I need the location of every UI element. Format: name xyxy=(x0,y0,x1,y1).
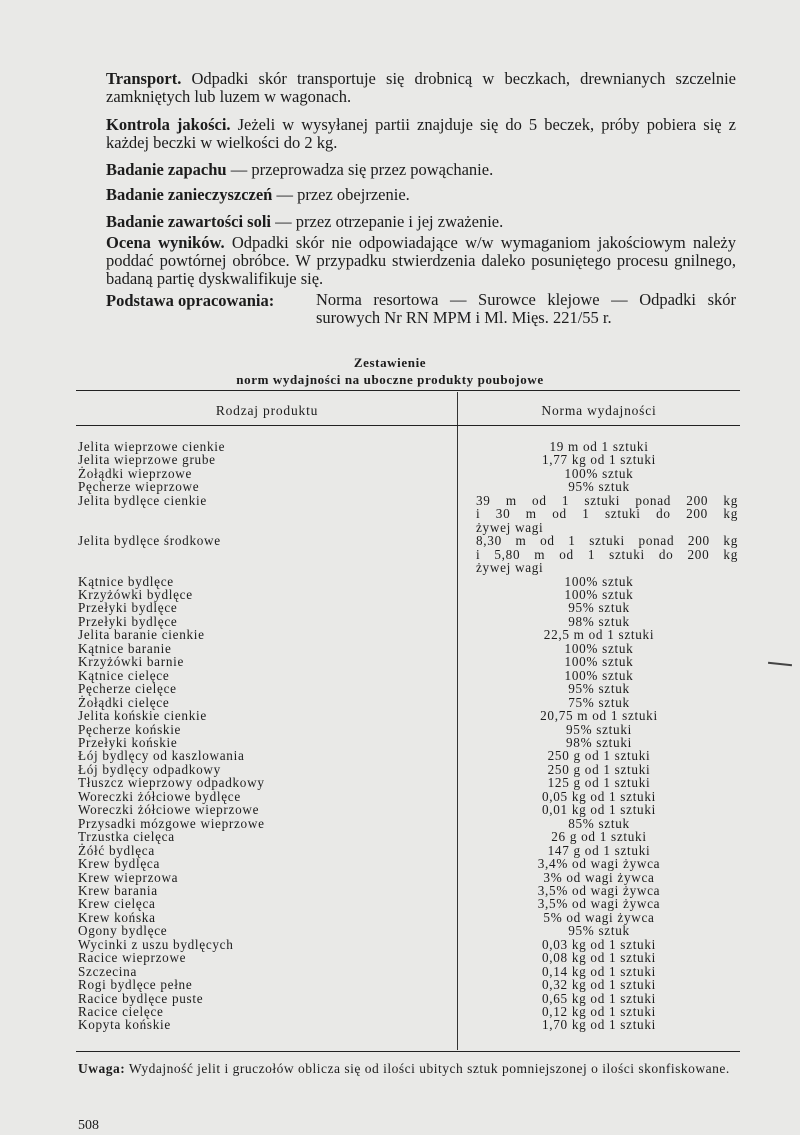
table-header-rule xyxy=(76,425,740,426)
note xyxy=(78,1060,738,1078)
product-cell: Krew cielęca xyxy=(78,896,156,912)
table-row xyxy=(78,776,740,789)
norm-cell: 0,01 kg od 1 sztuki xyxy=(541,802,657,818)
table-row xyxy=(78,655,740,668)
norm-cell: 98% sztuki xyxy=(566,734,632,750)
norm-cell: 95% sztuk xyxy=(568,600,630,616)
norm-cell: 95% sztuk xyxy=(568,479,630,495)
lead-quality-control: Kontrola jakości. xyxy=(106,115,231,134)
norm-cell: 39 m od 1 sztuki ponad 200 kg xyxy=(476,492,738,508)
table-row xyxy=(78,709,740,722)
lead-transport: Transport. xyxy=(106,69,182,88)
text-dirt-test: — przez obejrzenie. xyxy=(272,185,410,204)
product-cell: Krzyżówki barnie xyxy=(78,654,185,670)
table-row xyxy=(78,494,740,507)
product-cell: Jelita wieprzowe grube xyxy=(78,452,216,468)
norm-cell: 3,4% od wagi żywca xyxy=(537,856,661,872)
column-header-norm: Norma wydajności xyxy=(541,403,657,418)
product-cell: Łój bydlęcy odpadkowy xyxy=(78,761,221,777)
table-row xyxy=(78,938,740,951)
norm-cell: 20,75 m od 1 sztuki xyxy=(540,708,658,724)
table-row xyxy=(78,440,740,453)
product-cell: Krew wieprzowa xyxy=(78,869,179,885)
norm-cell: 75% sztuk xyxy=(568,694,630,710)
table-row xyxy=(78,736,740,749)
product-cell: Jelita bydlęce cienkie xyxy=(78,492,207,508)
norm-cell: 0,32 kg od 1 sztuki xyxy=(541,977,657,993)
table-row xyxy=(78,1005,740,1018)
norm-cell: 0,12 kg od 1 sztuki xyxy=(541,1004,657,1020)
product-cell: Jelita baranie cienkie xyxy=(78,627,205,643)
product-cell: Kopyta końskie xyxy=(78,1017,171,1033)
norm-cell: 250 g od 1 sztuki xyxy=(547,748,651,764)
table-caption-subtitle: norm wydajności na uboczne produkty poubojowe xyxy=(236,372,544,387)
norm-cell: 125 g od 1 sztuki xyxy=(547,775,651,791)
table-row xyxy=(78,884,740,897)
table-row xyxy=(78,978,740,991)
paragraph-smell-test xyxy=(106,161,736,179)
norm-cell: 0,05 kg od 1 sztuki xyxy=(541,788,657,804)
norm-cell: i 5,80 m od 1 sztuki do 200 kg xyxy=(476,546,738,562)
norm-cell: 147 g od 1 sztuki xyxy=(547,842,651,858)
product-cell: Pęcherze wieprzowe xyxy=(78,479,200,495)
table-row xyxy=(78,911,740,924)
product-cell: Woreczki żółciowe bydlęce xyxy=(78,788,241,804)
norm-cell: 100% sztuk xyxy=(564,667,634,683)
product-cell: Kątnice cielęce xyxy=(78,667,170,683)
text-transport: Odpadki skór transportuje się drobnicą w beczkach, drewnianych szczelnie zamkniętych lub luzem w wagonach. xyxy=(106,69,736,106)
table-row xyxy=(78,521,740,534)
basis-label: Podstawa opracowania: xyxy=(106,291,275,310)
product-cell: Żołądki cielęce xyxy=(78,694,170,710)
product-cell: Łój bydlęcy od kaszlowania xyxy=(78,748,245,764)
text-salt-test: — przez otrzepanie i jej zważenie. xyxy=(271,212,504,231)
table-row xyxy=(78,467,740,480)
norm-cell: 3% od wagi żywca xyxy=(543,869,655,885)
norm-cell: 26 g od 1 sztuki xyxy=(551,829,647,845)
table-row xyxy=(78,803,740,816)
product-cell: Rogi bydlęce pełne xyxy=(78,977,193,993)
product-cell: Jelita końskie cienkie xyxy=(78,708,207,724)
note-label: Uwaga: xyxy=(78,1061,126,1076)
norm-cell: 95% sztuki xyxy=(566,721,632,737)
norm-cell: 100% sztuk xyxy=(564,586,634,602)
table-row xyxy=(78,965,740,978)
text-quality-control: Jeżeli w wysyłanej partii znajduje się do 5 beczek, próby pobiera się z każdej beczki w wielkości do 2 kg. xyxy=(106,115,736,152)
table-row xyxy=(78,575,740,588)
product-cell xyxy=(78,507,458,520)
product-cell: Przełyki bydlęce xyxy=(78,613,178,629)
norm-cell: 5% od wagi żywca xyxy=(543,909,655,925)
norm-cell: i 30 m od 1 sztuki do 200 kg xyxy=(476,506,738,522)
product-cell: Racice wieprzowe xyxy=(78,950,187,966)
norm-cell: żywej wagi xyxy=(476,560,544,576)
table-row xyxy=(78,857,740,870)
product-cell: Woreczki żółciowe wieprzowe xyxy=(78,802,260,818)
product-cell: Pęcherze cielęce xyxy=(78,681,177,697)
page-number: 508 xyxy=(78,1118,99,1133)
norm-cell: 22,5 m od 1 sztuki xyxy=(543,627,655,643)
norm-cell: 100% sztuk xyxy=(564,654,634,670)
product-cell: Racice cielęce xyxy=(78,1004,164,1020)
norm-cell: 0,03 kg od 1 sztuki xyxy=(541,936,657,952)
product-cell: Racice bydlęce puste xyxy=(78,990,204,1006)
table-row xyxy=(78,871,740,884)
text-evaluation: Odpadki skór nie odpowiadające w/w wymaganiom jakościowym należy poddać powtórnej obróbce. W przypadku stwierdzenia daleko posuniętego procesu gnilnego, badaną partię dyskwalifikuje się. xyxy=(106,233,736,288)
table-row xyxy=(78,480,740,493)
product-cell: Tłuszcz wieprzowy odpadkowy xyxy=(78,775,265,791)
basis-text: Norma resortowa — Surowce klejowe — Odpadki skór surowych Nr RN MPM i Ml. Mięs. 221/55 r. xyxy=(316,290,736,327)
table-row xyxy=(78,628,740,641)
note-text: Wydajność jelit i gruczołów oblicza się od ilości ubitych sztuk pomniejszonej o ilości skonfiskowane. xyxy=(128,1061,730,1076)
product-cell: Krew końska xyxy=(78,909,156,925)
norm-cell: żywej wagi xyxy=(476,519,544,535)
norm-cell: 95% sztuk xyxy=(568,681,630,697)
text-smell-test: — przeprowadza się przez powąchanie. xyxy=(226,160,494,179)
norm-cell: 1,77 kg od 1 sztuki xyxy=(541,452,657,468)
table-row xyxy=(78,669,740,682)
product-cell: Przełyki bydlęce xyxy=(78,600,178,616)
table-row xyxy=(78,790,740,803)
product-cell: Jelita wieprzowe cienkie xyxy=(78,439,226,454)
column-header-product: Rodzaj produktu xyxy=(215,403,319,418)
table-row xyxy=(78,992,740,1005)
table-row xyxy=(78,507,740,520)
table-bottom-rule xyxy=(76,1051,740,1052)
norm-cell: 8,30 m od 1 sztuki ponad 200 kg xyxy=(476,533,738,549)
product-cell xyxy=(78,521,458,534)
norm-cell: 100% sztuk xyxy=(564,640,634,656)
table-row xyxy=(78,696,740,709)
table-row xyxy=(78,561,740,574)
margin-mark xyxy=(768,662,792,666)
table-row xyxy=(78,830,740,843)
norm-cell: 100% sztuk xyxy=(564,573,634,589)
table-row xyxy=(78,897,740,910)
norm-cell: 0,65 kg od 1 sztuki xyxy=(541,990,657,1006)
lead-evaluation: Ocena wyników. xyxy=(106,233,225,252)
table-row xyxy=(78,682,740,695)
product-cell: Trzustka cielęca xyxy=(78,829,175,845)
paragraph-dirt-test xyxy=(106,186,736,204)
product-cell: Kątnice bydlęce xyxy=(78,573,174,589)
norm-cell: 3,5% od wagi żywca xyxy=(537,896,661,912)
table-row xyxy=(78,453,740,466)
table-row xyxy=(78,534,740,547)
table-row xyxy=(78,1018,740,1031)
table-row xyxy=(78,763,740,776)
table-row xyxy=(78,615,740,628)
product-cell: Pęcherze końskie xyxy=(78,721,182,737)
paragraph-transport xyxy=(106,70,736,106)
product-cell: Przysadki mózgowe wieprzowe xyxy=(78,815,265,831)
product-cell: Jelita bydlęce środkowe xyxy=(78,533,221,549)
paragraph-salt-test xyxy=(106,213,736,231)
norm-cell: 250 g od 1 sztuki xyxy=(547,761,651,777)
product-cell xyxy=(78,561,458,574)
table-body xyxy=(78,440,740,1032)
product-cell: Ogony bydlęce xyxy=(78,923,168,939)
lead-salt-test: Badanie zawartości soli xyxy=(106,212,271,231)
table-caption-title: Zestawienie xyxy=(353,355,427,370)
product-cell xyxy=(78,548,458,561)
norm-cell: 95% sztuk xyxy=(568,923,630,939)
product-cell: Przełyki końskie xyxy=(78,734,178,750)
table-row xyxy=(78,723,740,736)
table-row xyxy=(78,951,740,964)
norm-cell: 19 m od 1 sztuki xyxy=(549,439,649,454)
table-row xyxy=(78,588,740,601)
norm-cell: 100% sztuk xyxy=(564,465,634,481)
table-row xyxy=(78,601,740,614)
product-cell: Krzyżówki bydlęce xyxy=(78,586,193,602)
norm-cell: 0,08 kg od 1 sztuki xyxy=(541,950,657,966)
norm-cell: 98% sztuk xyxy=(568,613,630,629)
lead-dirt-test: Badanie zanieczyszczeń xyxy=(106,185,273,204)
lead-smell-test: Badanie zapachu xyxy=(106,160,227,179)
table-row xyxy=(78,642,740,655)
product-cell: Żołądki wieprzowe xyxy=(78,465,193,481)
product-cell: Żółć bydlęca xyxy=(78,842,155,858)
norm-cell: 0,14 kg od 1 sztuki xyxy=(541,963,657,979)
product-cell: Krew barania xyxy=(78,882,158,898)
norm-cell: 1,70 kg od 1 sztuki xyxy=(541,1017,657,1033)
table-row xyxy=(78,924,740,937)
product-cell: Krew bydlęca xyxy=(78,856,160,872)
table-row xyxy=(78,749,740,762)
product-cell: Szczecina xyxy=(78,963,138,979)
table-row xyxy=(78,548,740,561)
product-cell: Kątnice baranie xyxy=(78,640,172,656)
product-cell: Wycinki z uszu bydlęcych xyxy=(78,936,234,952)
table-row xyxy=(78,817,740,830)
paragraph-quality-control xyxy=(106,116,736,152)
paragraph-evaluation xyxy=(106,234,736,288)
table-top-rule xyxy=(76,390,740,391)
norm-cell: 85% sztuk xyxy=(568,815,630,831)
norm-cell: 3,5% od wagi żywca xyxy=(537,882,661,898)
table-row xyxy=(78,844,740,857)
